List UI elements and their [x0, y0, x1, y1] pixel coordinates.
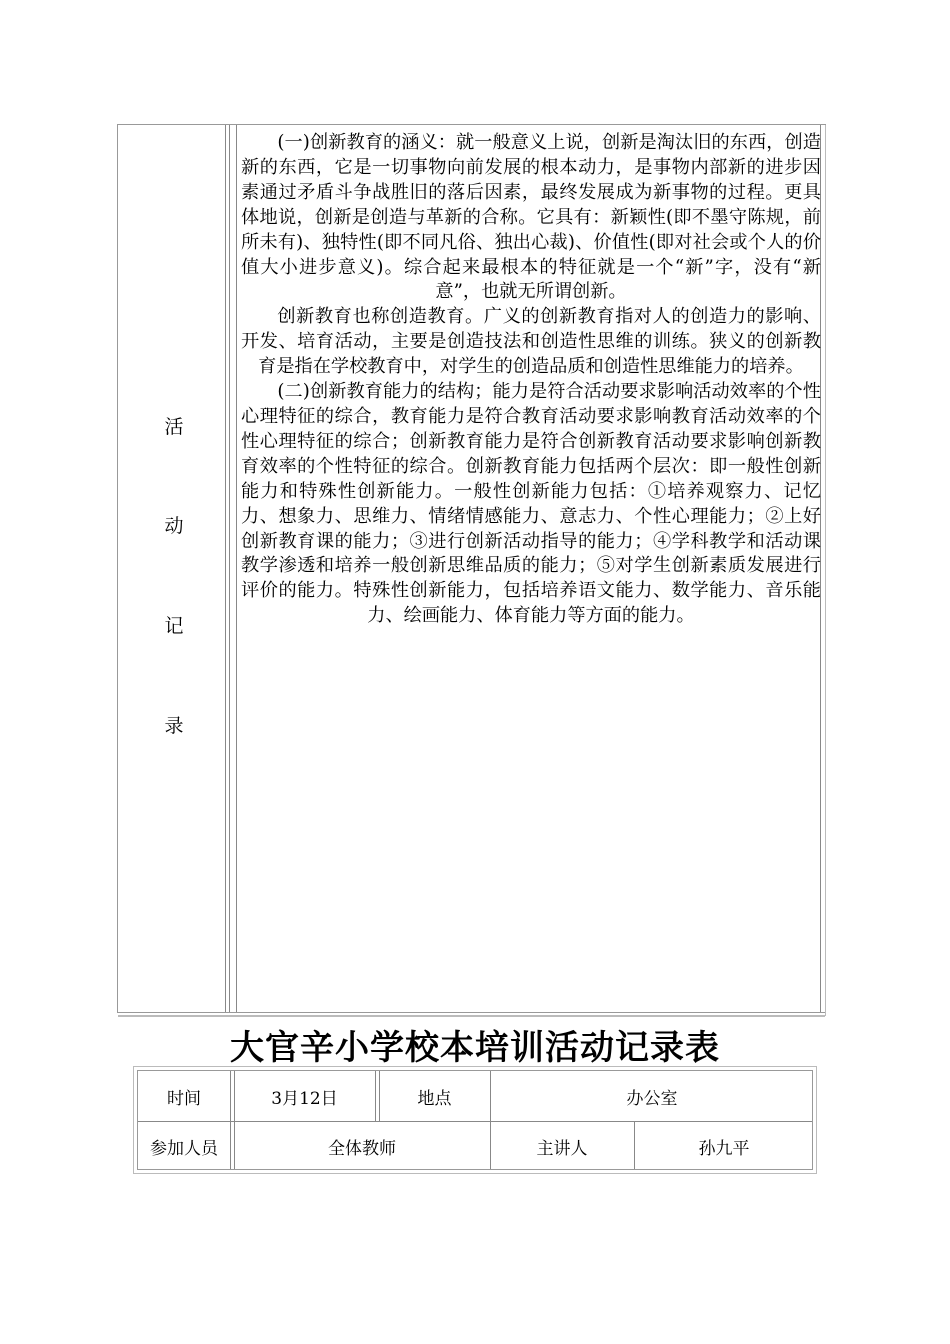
col-divider [230, 1071, 231, 1169]
paragraph-ability-structure: (二)创新教育能力的结构；能力是符合活动要求影响活动效率的个性心理特征的综合，教育能力是符合教育活动要求影响教育活动效率的个性心理特征的综合；创新教育能力是符合创新教育活动要求影响创新教育效率的个性特征的综合。创新教育能力包括两个层次：即一般性创新能力和特殊性创新能力。一般性创新能力包括：①培养观察力、记忆力、想象力、思维力、情绪情感能力、意志力、个性心理能力；②上好创新教育课的能力；③进行创新活动指导的能力；④学科教学和活动课教学渗透和培养一般创新思维品质的能力；⑤对学生创新素质发展进行评价的能力。特殊性创新能力，包括培养语文能力、数学能力、音乐能力、绘画能力、体育能力等方面的能力。 [241, 381, 821, 627]
activity-record-label-column [118, 125, 230, 1012]
place-value: 办公室 [626, 1088, 678, 1109]
column-divider [225, 125, 226, 1012]
label-char-ji: 记 [164, 615, 184, 637]
participants-value: 全体教师 [328, 1138, 396, 1159]
activity-record-text [241, 131, 821, 629]
speaker-label: 主讲人 [536, 1138, 588, 1159]
label-char-dong: 动 [164, 515, 184, 537]
label-char-huo: 活 [164, 416, 184, 438]
col-divider [375, 1071, 376, 1121]
table-border [825, 125, 829, 1016]
time-value: 3月12日 [271, 1088, 338, 1109]
participants-label: 参加人员 [150, 1138, 218, 1159]
info-table-inner [137, 1070, 813, 1170]
time-label: 时间 [167, 1088, 201, 1109]
paragraph-creative-education: 创新教育也称创造教育。广义的创新教育指对人的创造力的影响、开发、培育活动，主要是创造技法和创造性思维的训练。狭义的创新教育是指在学校教育中，对学生的创造品质和创造性思维能力的培养。 [241, 306, 821, 378]
page-title: 大官辛小学校本培训活动记录表 [230, 1028, 720, 1068]
paragraph-innovation-definition: (一)创新教育的涵义：就一般意义上说，创新是淘汰旧的东西，创造新的东西，它是一切事物向前发展的根本动力，是事物内部新的进步因素通过矛盾斗争战胜旧的落后因素，最终发展成为新事物的过程。更具体地说，创新是创造与革新的合称。它具有：新颖性(即不墨守陈规，前所未有)、独特性(即不同凡俗、独出心裁)、价值性(即对社会或个人的价值大小进步意义)。综合起来最根本的特征就是一个“新”字，没有“新意”，也就无所谓创新。 [241, 132, 821, 303]
label-char-lu: 录 [164, 715, 184, 737]
table-bottom-border [118, 1015, 825, 1017]
activity-record-table [117, 124, 826, 1013]
place-label: 地点 [417, 1088, 452, 1109]
training-info-table [133, 1066, 817, 1174]
speaker-value: 孙九平 [698, 1138, 750, 1159]
activity-record-content-cell [236, 125, 821, 1012]
